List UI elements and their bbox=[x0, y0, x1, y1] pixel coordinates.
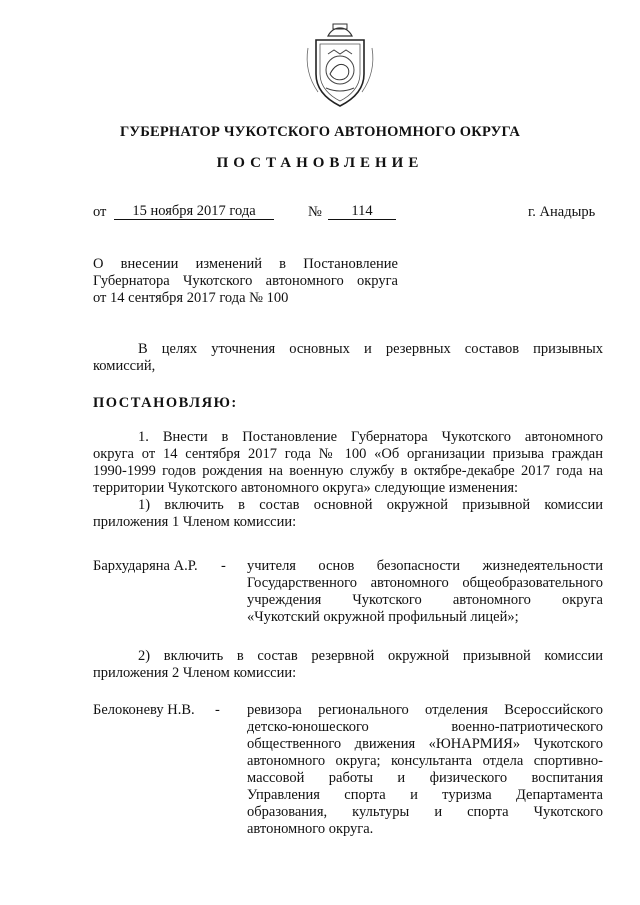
member-2-name: Белоконеву Н.В. bbox=[93, 702, 195, 718]
position-line: детско-юношеского военно-патриотического bbox=[247, 719, 603, 735]
item-1-sub-line: приложения 1 Членом комиссии: bbox=[93, 514, 297, 530]
position-line: учителя основ безопасности жизнедеятельности bbox=[247, 558, 603, 574]
document-date: 15 ноября 2017 года bbox=[114, 204, 274, 220]
document-type: ПОСТАНОВЛЕНИЕ bbox=[216, 155, 424, 171]
item-2-line: приложения 2 Членом комиссии: bbox=[93, 665, 297, 681]
decree-heading: ПОСТАНОВЛЯЮ: bbox=[93, 395, 238, 411]
member-2-dash: - bbox=[215, 702, 220, 718]
preamble-line: В целях уточнения основных и резервных составов призывных bbox=[138, 341, 603, 357]
preamble bbox=[93, 341, 603, 375]
document-place: г. Анадырь bbox=[528, 204, 596, 220]
item-1-line: 1990-1999 годов рождения на военную службу в октябре-декабре 2017 года на bbox=[93, 463, 603, 479]
position-line: «Чукотский окружной профильный лицей»; bbox=[247, 609, 519, 625]
member-1-name: Бархударяна А.Р. bbox=[93, 558, 198, 574]
member-1-position bbox=[247, 558, 603, 626]
item-1-sub-line: 1) включить в состав основной окружной призывной комиссии bbox=[138, 497, 603, 513]
subject-line: от 14 сентября 2017 года № 100 bbox=[93, 290, 289, 306]
item-1-line: округа от 14 сентября 2017 года № 100 «Об организации призыва граждан bbox=[93, 446, 603, 462]
position-line: образования, культуры и спорта Чукотского bbox=[247, 804, 603, 820]
position-line: Государственного автономного общеобразовательного bbox=[247, 575, 603, 591]
member-1-dash: - bbox=[221, 558, 226, 574]
coat-of-arms-emblem bbox=[300, 22, 380, 110]
document-number: 114 bbox=[328, 204, 396, 220]
item-2-line: 2) включить в состав резервной окружной призывной комиссии bbox=[138, 648, 603, 664]
item-1-line: территории Чукотского автономного округа» следующие изменения: bbox=[93, 480, 519, 496]
issuer-title: ГУБЕРНАТОР ЧУКОТСКОГО АВТОНОМНОГО ОКРУГА bbox=[119, 124, 521, 140]
position-line: автономного округа. bbox=[247, 821, 374, 837]
position-line: Управления спорта и туризма Департамента bbox=[247, 787, 603, 803]
position-line: общественного движения «ЮНАРМИЯ» Чукотского bbox=[247, 736, 603, 752]
item-2 bbox=[93, 648, 603, 682]
position-line: автономного округа; консультанта отдела спортивно- bbox=[247, 753, 603, 769]
preamble-line: комиссий, bbox=[93, 358, 156, 374]
subject-line: Губернатора Чукотского автономного округа bbox=[93, 273, 398, 289]
member-2-position bbox=[247, 702, 603, 838]
item-1-line: 1. Внести в Постановление Губернатора Чукотского автономного bbox=[138, 429, 603, 445]
subject-block bbox=[93, 256, 398, 307]
number-label: № bbox=[308, 204, 322, 220]
position-line: массовой работы и физического воспитания bbox=[247, 770, 603, 786]
subject-line: О внесении изменений в Постановление bbox=[93, 256, 398, 272]
date-label: от bbox=[93, 204, 107, 220]
position-line: учреждения Чукотского автономного округа bbox=[247, 592, 603, 608]
item-1 bbox=[93, 429, 603, 531]
position-line: ревизора регионального отделения Всероссийского bbox=[247, 702, 603, 718]
